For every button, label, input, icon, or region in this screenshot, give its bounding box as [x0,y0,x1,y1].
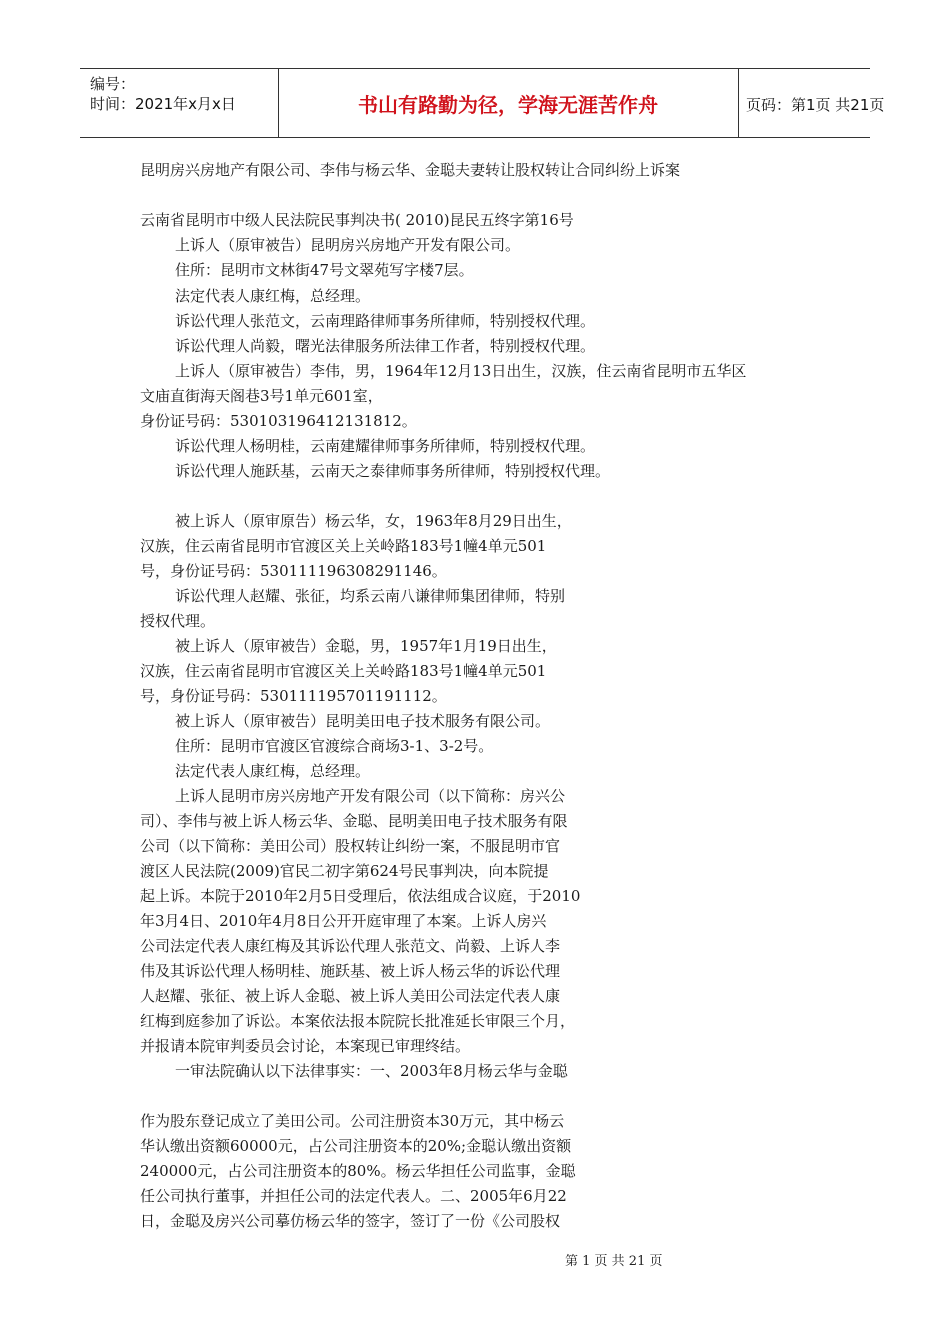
document-title: 昆明房兴房地产有限公司、李伟与杨云华、金聪夫妻转让股权转让合同纠纷上诉案 [140,161,681,179]
text-line: 日，金聪及房兴公司摹仿杨云华的签字，签订了一份《公司股权 [140,1212,561,1230]
text-line: 240000元，占公司注册资本的80%。杨云华担任公司监事，金聪 [140,1162,576,1180]
text-line: 起上诉。本院于2010年2月5日受理后，依法组成合议庭，于2010 [140,887,581,905]
header-center-cell [278,69,739,137]
header-motto: 书山有路勤为径，学海无涯苦作舟 [358,93,658,117]
text-line: 上诉人（原审被告）昆明房兴房地产开发有限公司。 [175,236,521,254]
document-date: 时间：2021年x月x日 [90,95,236,113]
text-line: 诉讼代理人施跃基，云南天之泰律师事务所律师，特别授权代理。 [175,462,611,480]
text-line: 人赵耀、张征、被上诉人金聪、被上诉人美田公司法定代表人康 [140,987,561,1005]
text-line: 身份证号码：530103196412131812。 [140,412,417,430]
text-line: 上诉人（原审被告）李伟，男，1964年12月13日出生，汉族，住云南省昆明市五华区 [175,362,747,380]
header-right-cell [738,69,885,137]
text-line: 作为股东登记成立了美田公司。公司注册资本30万元，其中杨云 [140,1112,565,1130]
text-line: 法定代表人康红梅，总经理。 [175,287,371,305]
page-header [80,68,885,138]
text-line: 诉讼代理人尚毅，曙光法律服务所法律工作者，特别授权代理。 [175,337,596,355]
header-left-cell [80,69,279,137]
text-line: 住所：昆明市文林街47号文翠苑写字楼7层。 [175,261,474,279]
text-line: 华认缴出资额60000元，占公司注册资本的20%;金聪认缴出资额 [140,1137,572,1155]
text-line: 公司法定代表人康红梅及其诉讼代理人张范文、尚毅、上诉人李 [140,937,561,955]
text-line: 红梅到庭参加了诉讼。本案依法报本院院长批准延长审限三个月， [140,1012,576,1030]
text-line: 被上诉人（原审被告）昆明美田电子技术服务有限公司。 [175,712,551,730]
text-line: 文庙直街海天阁巷3号1单元601室， [140,387,383,405]
text-line: 并报请本院审判委员会讨论，本案现已审理终结。 [140,1037,471,1055]
text-line: 上诉人昆明市房兴房地产开发有限公司（以下简称：房兴公 [175,787,566,805]
text-line: 汉族，住云南省昆明市官渡区关上关岭路183号1幢4单元501 [140,662,547,680]
text-line: 伟及其诉讼代理人杨明桂、施跃基、被上诉人杨云华的诉讼代理 [140,962,561,980]
text-line: 汉族，住云南省昆明市官渡区关上关岭路183号1幢4单元501 [140,537,547,555]
text-line: 法定代表人康红梅，总经理。 [175,762,371,780]
text-line: 任公司执行董事，并担任公司的法定代表人。二、2005年6月22 [140,1187,567,1205]
page-footer: 第 1 页 共 21 页 [565,1254,663,1269]
court-judgment-heading: 云南省昆明市中级人民法院民事判决书( 2010)昆民五终字第16号 [140,211,574,229]
text-line: 号，身份证号码：530111195701191112。 [140,687,447,705]
document-number-label: 编号： [90,75,136,93]
text-line: 诉讼代理人杨明桂，云南建耀律师事务所律师，特别授权代理。 [175,437,596,455]
text-line: 渡区人民法院(2009)官民二初字第624号民事判决，向本院提 [140,862,549,880]
text-line: 诉讼代理人张范文，云南理路律师事务所律师，特别授权代理。 [175,312,596,330]
text-line: 一审法院确认以下法律事实：一、2003年8月杨云华与金聪 [175,1062,568,1080]
text-line: 年3月4日、2010年4月8日公开开庭审理了本案。上诉人房兴 [140,912,547,930]
text-line: 公司（以下简称：美田公司）股权转让纠纷一案，不服昆明市官 [140,837,561,855]
header-page-info: 页码：第1页 共21页 [746,96,885,114]
text-line: 授权代理。 [140,612,216,630]
text-line: 号，身份证号码：530111196308291146。 [140,562,447,580]
text-line: 被上诉人（原审原告）杨云华，女，1963年8月29日出生， [175,512,572,530]
text-line: 诉讼代理人赵耀、张征，均系云南八谦律师集团律师，特别 [175,587,566,605]
text-line: 被上诉人（原审被告）金聪，男，1957年1月19日出生， [175,637,557,655]
text-line: 司）、李伟与被上诉人杨云华、金聪、昆明美田电子技术服务有限 [140,812,568,830]
text-line: 住所：昆明市官渡区官渡综合商场3-1、3-2号。 [175,737,494,755]
